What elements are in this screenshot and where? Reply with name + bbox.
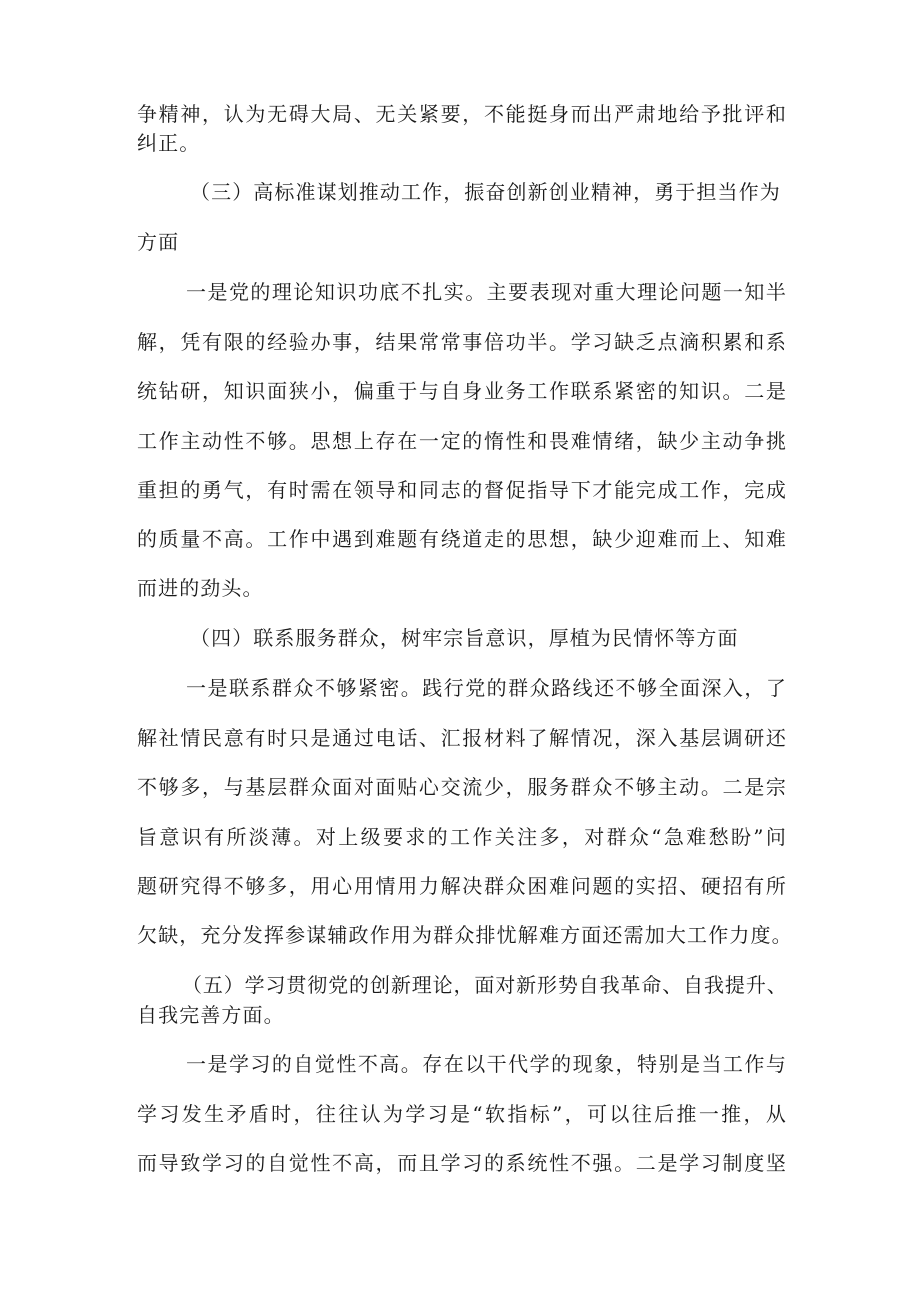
section-heading: （三）高标准谋划推动工作，振奋创新创业精神，勇于担当作为 — [190, 180, 781, 204]
paragraph-line: 而进的劲头。 — [137, 576, 264, 600]
paragraph-line: 统钻研，知识面狭小，偏重于与自身业务工作联系紧密的知识。二是 — [137, 379, 787, 403]
section-heading: （五）学习贯彻党的创新理论，面对新形势自我革命、自我提升、 — [182, 973, 787, 997]
paragraph-line: 一是联系群众不够紧密。践行党的群众路线还不够全面深入，了 — [186, 676, 787, 700]
paragraph-line: 工作主动性不够。思想上存在一定的惰性和畏难情绪，缺少主动争挑 — [137, 429, 787, 453]
paragraph-line: 旨意识有所淡薄。对上级要求的工作关注多，对群众“急难愁盼”问 — [137, 825, 787, 849]
paragraph-line: 解社情民意有时只是通过电话、汇报材料了解情况，深入基层调研还 — [137, 726, 787, 750]
section-heading: 方面 — [137, 230, 180, 254]
paragraph-line: 解，凭有限的经验办事，结果常常事倍功半。学习缺乏点滴积累和系 — [137, 330, 787, 354]
section-heading: （四）联系服务群众，树牢宗旨意识，厚植为民情怀等方面 — [190, 626, 739, 650]
paragraph-line: 纠正。 — [137, 131, 201, 155]
paragraph-line: 重担的勇气，有时需在领导和同志的督促指导下才能完成工作，完成 — [137, 478, 787, 502]
paragraph-line: 不够多，与基层群众面对面贴心交流少，服务群众不够主动。二是宗 — [137, 775, 787, 799]
paragraph-line: 学习发生矛盾时，往往认为学习是“软指标”，可以往后推一推，从 — [137, 1102, 787, 1126]
paragraph-line: 而导致学习的自觉性不高，而且学习的系统性不强。二是学习制度坚 — [137, 1151, 787, 1175]
paragraph-line: 争精神，认为无碍大局、无关紧要，不能挺身而出严肃地给予批评和 — [137, 102, 787, 126]
paragraph-line: 的质量不高。工作中遇到难题有绕道走的思想，缺少迎难而上、知难 — [137, 527, 787, 551]
paragraph-line: 题研究得不够多，用心用情用力解决群众困难问题的实招、硬招有所 — [137, 874, 787, 898]
paragraph-line: 一是学习的自觉性不高。存在以干代学的现象，特别是当工作与 — [186, 1052, 787, 1076]
section-heading: 自我完善方面。 — [137, 1003, 285, 1027]
paragraph-line: 一是党的理论知识功底不扎实。主要表现对重大理论问题一知半 — [186, 280, 787, 304]
paragraph-line: 欠缺，充分发挥参谋辅政作用为群众排忧解难方面还需加大工作力度。 — [137, 923, 792, 947]
